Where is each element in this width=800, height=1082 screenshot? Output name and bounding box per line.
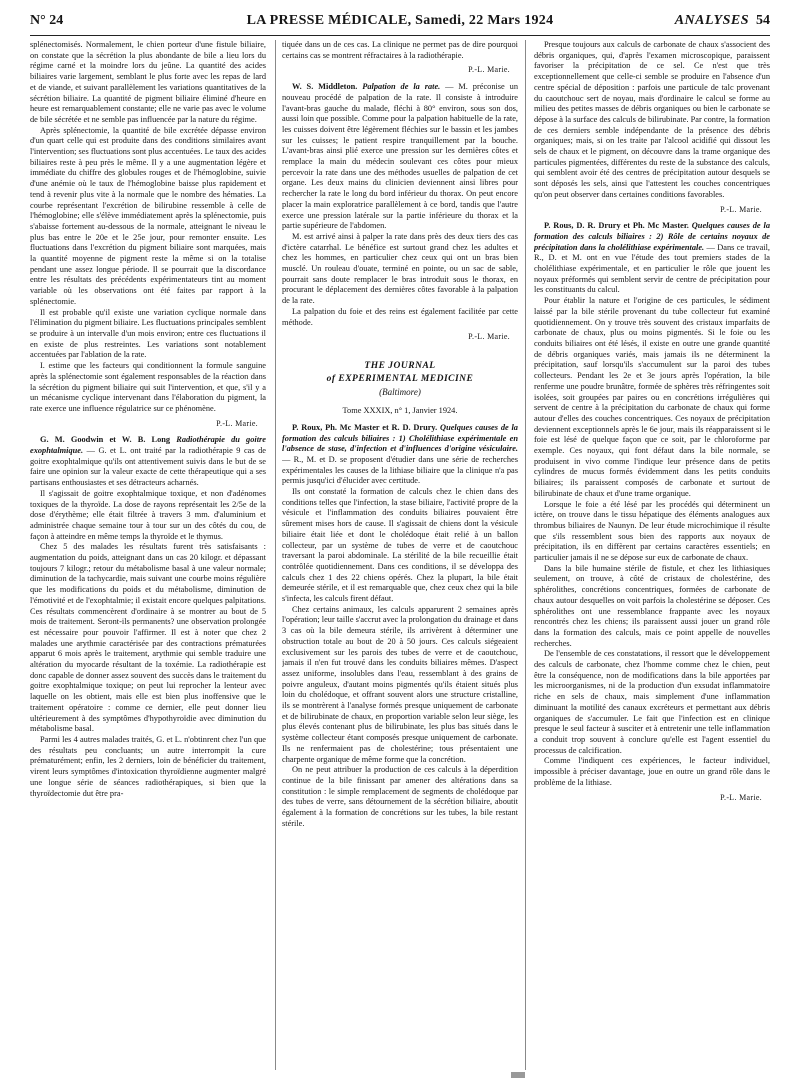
paragraph: On ne peut attribuer la production de ces calculs à la déperdition continue de la bile finissant par amener des altérations dans sa constitution : le simple remplacement de segments de cholédoque par des tubes de verre, sans détournement de la sécrétion biliaire, aboutit également à la formation de concrétions sur les tubes, la bile restant stérile. <box>282 765 518 828</box>
paragraph: — Dans ce travail, R., D. et M. ont en vue l'étude des tout premiers stades de la cholélithiase expérimentale, et en particulier le rôle que jouent les noyaux préformés qui semblent servir de centre de précipitation pour les constituants du calcul. <box>534 242 770 295</box>
column-1 <box>30 40 266 1074</box>
author-signature: P.-L. Marie. <box>468 65 510 75</box>
paragraph: Lorsque le foie a été lésé par les procédés qui déterminent un ictère, on trouve dans le tissu hépatique des éléments analogues aux thrombus biliaires de Naunyn. De leur étude microchimique il résulte que s'ils ressemblent sous bien des rapports aux noyaux de précipitation, ils en diffèrent par certains caractères essentiels; en particulier jamais il ne se dépose sur eux de carbonate de chaux. <box>534 499 770 563</box>
paragraph: De l'ensemble de ces constatations, il ressort que le développement des calculs de carbonate, chez l'homme comme chez le chien, peut être la conséquence, non de modifications dans la bile apportées par les microorganismes, ni de la production d'un exsudat inflammatoire riche en sels de chaux, mais simplement d'une inflammation diminuant la motilité des canaux excréteurs et permettant aux débris organiques de s'accumuler. Le fait que l'infection est en clinique presque le seul facteur à susciter et à entretenir une telle inflammation a conduit trop souvent à conclure qu'elle est l'agent essentiel du processus de calcification. <box>534 649 770 755</box>
section-label: ANALYSES <box>674 13 749 28</box>
column-2 <box>282 40 518 1074</box>
journal-name-line1: THE JOURNAL <box>364 360 436 371</box>
paragraph: Presque toujours aux calculs de carbonate de chaux s'associent des débris organiques, qui, d'après l'examen microscopique, paraissent favoriser la précipitation de ce sel. Ce n'est que très exceptionnellement que celle-ci semble se produire en l'absence d'un centre spécial de déposition : parfois une particule de talc provenant du caoutchouc sert de noyau, mais d'ordinaire le calcul se forme au milieu des petites masses de débris organiques ou bien le carbonate se dépose à la surface des calculs de bilirubinate. Par contre, la formation de ces derniers semble indépendante de la présence des débris organiques; mais, si on les traite par l'alcool acidifié qui dissout les sels de chaux et le pigment, on découvre dans la trame organique des particules pigmentées, différentes du reste de la substance des calculs, qui semblent avoir été des centres de précipitation autour desquels se sont déposés les sels, ainsi que l'attestent les couches concentriques qu'on peut observer dans certaines conditions favorables. <box>534 40 770 199</box>
paragraph: Après splénectomie, la quantité de bile excrétée dépasse environ d'un quart celle qui est produite dans des conditions similaires avant l'intervention; ses fluctuations sont plus accentuées. Le taux des acides biliaires reste à peu près le même. Il y a une augmentation légère et immédiate du chiffre des globules rouges et de l'hémoglobine, suivie d'une anémie où le taux de l'hémoglobine baisse plus rapidement et tend à revenir plus vite à la normale que le nombre des hématies. La courbe représentant l'excrétion de bilirubine ressemble à celle de l'hémoglobine; elle s'élève immédiatement après la splénectomie, puis s'abaisse fortement au-dessous de la normale, atteignant le niveau le plus bas entre le 20e et le 25e jour, pour remonter ensuite. Les fluctuations dans l'excrétion du pigment biliaire sont marquées, mais la quantité moyenne de pigment reste la même si on la totalise pendant une assez longue période. Il se pourrait que la discordance entre les résultats des précédents expérimentateurs tint au moment variable où les observations ont été faites par rapport à la splénectomie. <box>30 125 266 306</box>
paragraph: — R., M. et D. se proposent d'étudier dans une série de recherches expérimentales les causes de la lithiase biliaire que la clinique n'a pas permis jusqu'ici d'élucider avec certitude. <box>282 454 518 486</box>
article-authors: P. Rous, D. R. Drury et Ph. Mc Master. <box>544 221 689 231</box>
paragraph: Comme l'indiquent ces expériences, le facteur individuel, impossible à préciser davantage, joue en outre un grand rôle dans le problème de la lithiase. <box>534 756 770 787</box>
article-authors: W. S. Middleton. <box>292 82 358 92</box>
article-authors: P. Roux, Ph. Mc Master et R. D. Drury. <box>292 422 438 432</box>
paragraph: Parmi les 4 autres malades traités, G. et L. n'obtinrent chez l'un que des résultats peu concluants; un autre interrompit la cure prématurément; enfin, les 2 derniers, loin de bénéficier du traitement, virent leurs symptômes d'intoxication thyroïdienne augmenter malgré une longue série de séances radiothérapiques, si bien que la thyroïdectomie dut être pra- <box>30 735 266 798</box>
print-mark <box>511 1072 525 1078</box>
paragraph: splénectomisés. Normalement, le chien porteur d'une fistule biliaire, on constate que la sécrétion la plus abondante de bile a lieu lors du régime carné et la moindre lors du jeûne. La quantité des acides biliaires varie largement, semblant le plus forte avec les repas de lard et de viande, et suivant parallèlement les variations quantitatives de la sécrétion biliaire. La quantité de pigment biliaire éliminé d'heure en heure est remarquablement constante; elle ne varie pas avec le volume de bile sécrétée et ne semble pas influencée par la nature du régime. <box>30 40 266 124</box>
paragraph: — G. et L. ont traité par la radiothérapie 9 cas de goitre exophtalmique qu'ils ont attentivement suivis dans le but de se faire une opinion sur la valeur exacte de cette thérapeutique qui a ses partisans enthousiastes et ses détracteurs acharnés. <box>30 446 266 488</box>
paragraph: Pour établir la nature et l'origine de ces particules, le sédiment laissé par la bile stérile provenant du tube collecteur fut examiné quotidiennement. On y trouve très souvent des cristaux imparfaits de carbonate de chaux, plus ou moins pigmentés. Si le foie ou les conduits biliaires ont été lésés, il existe en outre une grande quantité de débris organiques variés, mais jamais ils ne déterminent la précipitation, sauf lorsqu'ils s'accumulent sur la paroi des tubes collecteurs. Pendant les 2e et 3e jours après l'opération, la bile renferme une poudre brunâtre, formée de sphères très réfringentes soit isolées, soit groupées par paires ou en concrétions irrégulières qui servent de centre à la précipitation du carbonate de chaux qui forme autour d'elles des couches concentriques. Ces noyaux de précipitation deviennent exceptionnels après le 6e jour, mais ils réapparaissent si le foie est lésé de quelque façon que ce soit, par le chloroforme par exemple. Ces noyaux, qui font défaut dans la bile normale, se produisent in vivo comme l'indique leur présence dans de petits cylindres de mucus formés évidemment dans les petits conduits biliaires; ils paraissent composés de carbonate et surtout de bilirubinate de chaux et d'une trame organique. <box>534 296 770 498</box>
paragraph: Chez certains animaux, les calculs apparurent 2 semaines après l'opération; leur taille s'accrut avec la prolongation du drainage et dans 3 cas où la bile demeura stérile, ils arrivèrent à déterminer une obstruction totale au bout de 20 à 50 jours. Ces calculs siégeaient exclusivement sur les parois des tubes de verre et de caoutchouc, jamais il n'en fut trouvé dans les conduits biliaires mêmes. D'aspect assez uniforme, insolubles dans l'eau, ressemblant à des grains de poivre anguleux, d'autant moins pigmentés qu'ils étaient situés plus loin du cholédoque, et offrant souvent alors une structure cristalline, ils se montrèrent à l'analyse formés presque uniquement de carbonate et de bilirubinate de chaux, en proportion variable selon leur siège, les plus élevés contenant plus de bilirubinate, les plus bas situés dans le système collecteur étant composés presque uniquement de carbonate. Ils ne renfermaient pas de cholestérine; tous présentaient une charpente organique de même forme que la concrétion. <box>282 604 518 764</box>
paragraph: Il s'agissait de goitre exophtalmique toxique, et non d'adénomes toxiques de la thyroïde. La dose de rayons représentait les 2/5e de la dose d'érythème; elle était filtrée à travers 3 mm. d'aluminium et administrée chaque semaine tour à tour sur un des côtés du cou, de façon à atteindre en même temps la thyroïde et le thymus. <box>30 488 266 541</box>
author-signature: P.-L. Marie. <box>720 792 762 802</box>
journal-title: LA PRESSE MÉDICALE, Samedi, 22 Mars 1924 <box>246 13 554 28</box>
article-goitre <box>30 435 266 489</box>
column-separator <box>275 40 276 1070</box>
author-signature: P.-L. Marie. <box>216 418 258 428</box>
column-3 <box>534 40 770 1074</box>
journal-heading <box>282 361 518 398</box>
journal-city: (Baltimore) <box>379 387 421 398</box>
article-calculs-2 <box>534 221 770 296</box>
article-title: Palpation de la rate. <box>362 82 441 92</box>
column-separator <box>525 40 526 1070</box>
paragraph: Dans la bile humaine stérile de fistule, et chez les lithiasiques seulement, on trouve, à côté de cristaux de cholestérine, des sphérolithes, concrétions concentriques, formées de carbonate de chaux autour desquelles on voit parfois la cholestérine se déposer. Ces sphérolithes ont une ressemblance frappante avec les noyaux rencontrés chez les chiens; ils paraissent aussi jouer un grand rôle dans la formation des calculs, mais ce point appelle de nouvelles recherches. <box>534 563 770 648</box>
paragraph: M. est arrivé ainsi à palper la rate dans près des deux tiers des cas d'ictère catarrhal. Le bénéfice est surtout grand chez les adultes et chez les hommes, en particulier chez ceux qui ont un bras bien musclé. Un rouleau d'ouate, terminé en pointe, ou un sac de sable, pourrait sans doute remplacer le bras introduit sous le thorax, en procurant le déplacement des dernières côtes favorable à la palpation de la rate. <box>282 231 518 306</box>
article-title: Quelques causes de la formation des calculs biliaires : 1) Cholélithiase expérimentale en l'absence de stase, d'infection et d'influences d'origine vésiculaire. <box>282 422 518 454</box>
journal-name-line2: of EXPERIMENTAL MEDICINE <box>326 373 474 384</box>
author-signature: P.-L. Marie. <box>468 332 510 342</box>
paragraph: — M. préconise un nouveau procédé de palpation de la rate. Il consiste à introduire l'avant-bras gauche du malade, fléchi à 80° environ, sous son dos, aussi loin que possible. Comme pour la palpation habituelle de la rate, les cuisses doivent être légèrement fléchies sur le bassin et les jambes sur les cuisses; le patient respire tranquillement par la bouche. L'avant-bras ainsi plié exerce une pression sur les dernières côtes et remplace la main du médecin soulevant ces côtes pour mieux percevoir la rate dans une des méthodes usuelles de palpation de cet organe. Les deux mains du clinicien deviennent ainsi libres pour rechercher la rate le long du bord inférieur du thorax. On peut encore placer la main exploratrice parallèlement à ce bord, tandis que l'autre exerce une pression latérale sur la partie inférieure du thorax et la partie supérieure de l'abdomen. <box>282 82 518 231</box>
header-rule <box>30 35 770 36</box>
paragraph: Il est probable qu'il existe une variation cyclique normale dans l'élimination du pigment biliaire. Les fluctuations principales semblent se produire à un intervalle d'un mois environ; entre ces fluctuations il en existe de plus restreintes. Les variations sont notablement accentuées par l'ablation de la rate. <box>30 307 266 360</box>
article-rate <box>282 82 518 232</box>
article-authors: G. M. Goodwin et W. B. Long <box>40 435 171 445</box>
journal-volume: Tome XXXIX, n° 1, Janvier 1924. <box>342 406 458 416</box>
author-signature: P.-L. Marie. <box>720 204 762 214</box>
page-number: 54 <box>756 13 770 28</box>
article-title: Quelques causes de la formation des calculs biliaires : 2) Rôle de certains noyaux de précipitation dans la cholélithiase expérimentale. <box>534 221 770 252</box>
paragraph: Ils ont constaté la formation de calculs chez le chien dans des conditions telles que l'infection, la stase biliaire, l'activité propre de la vésicule et l'inflammation des conduits biliaires pouvaient être sûrement mises hors de cause. Il s'agissait de chiens dont la vésicule biliaire était liée et dont le cholédoque était relié à un ballon collecteur, par un système de tubes de verre et de caoutchouc traversant la paroi abdominale. La stérilité de la bile recueillie était contrôlée quotidiennement. Dans ces conditions, il se développa des calculs chez 1 des 22 chiens opérés. Chez la plupart, la bile était demeurée stérile, et il est remarquable que, chez ceux chez qui la bile s'infecta, les calculs firent défaut. <box>282 487 518 604</box>
issue-number: N° 24 <box>30 13 64 28</box>
paragraph: Chez 5 des malades les résultats furent très satisfaisants : augmentation du poids, atteignant dans un cas 20 kilogr. et dépassant toujours 7 kilogr.; retour du métabolisme basal à une valeur normale; diminution de la tachycardie, mais suivant une courbe moins régulière que les modifications du poids et du métabolisme, diminution de l'émotivité et de l'exophtalmie; il existait encore quelques palpitations. Ces résultats commencèrent d'ordinaire à se montrer au bout de 5 mois de traitement. Seront-ils permanents? une observation prolongée est nécessaire pour pouvoir l'affirmer. Il est à noter que chez 2 malades une arythmie caractérisée par des contractions prématurées apparut 6 mois après le traitement, arythmie qui semble traduire une altération du myocarde résultant de la toxémie. La radiothérapie est donc capable de donner assez souvent des succès dans le traitement du goitre exophtalmique toxique; on peut lui reprocher la lenteur avec laquelle on les obtient, mais elle est bien plus inoffensive que le traitement opératoire : comme ce dernier, elle peut donner lieu ultérieurement à des symptômes d'hypothyroïdie avec diminution du métabolisme basal. <box>30 542 266 734</box>
paragraph: tiquée dans un de ces cas. La clinique ne permet pas de dire pourquoi certains cas se montrent réfractaires à la radiothérapie. <box>282 40 518 60</box>
article-calculs-1 <box>282 423 518 487</box>
article-title: Radiothérapie du goitre exophtalmique. <box>30 435 266 456</box>
paragraph: I. estime que les facteurs qui conditionnent la formule sanguine après la splénectomie sont également responsables de la réaction dans la sécrétion du pigment biliaire qui suit l'intervention, et que, s'il y a un mécanisme cyclique intervenant dans l'élaboration du pigment, la rate exerce une influence régulatrice sur ce phénomène. <box>30 361 266 413</box>
paragraph: La palpation du foie et des reins est également facilitée par cette méthode. <box>282 306 518 327</box>
section-and-page <box>675 13 770 29</box>
page-header <box>30 10 770 36</box>
